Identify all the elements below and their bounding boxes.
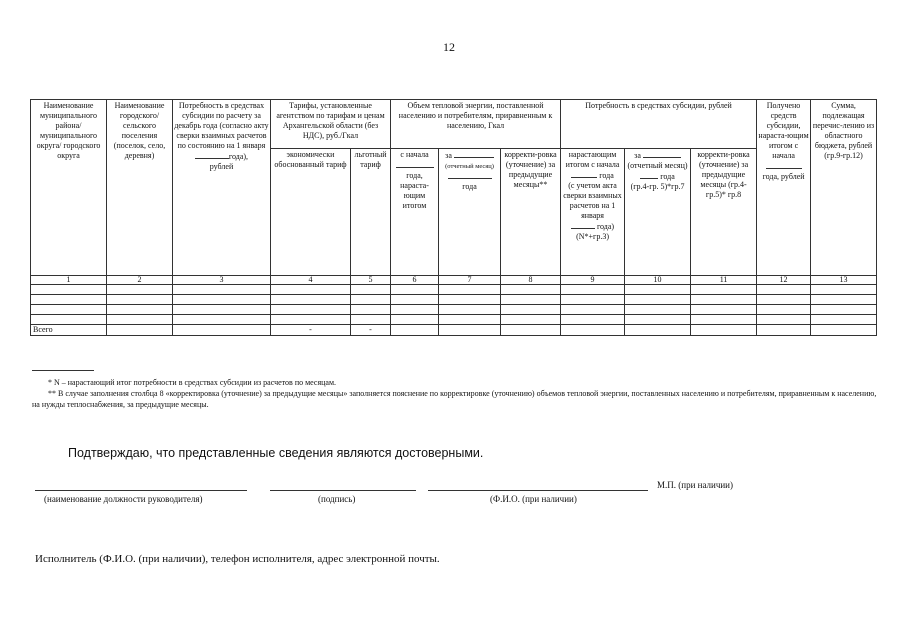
table-row (31, 285, 877, 295)
table-row (31, 315, 877, 325)
header-col13: Сумма, подлежащая перечис-лению из областного бюджета, рублей (гр.9-гр.12) (811, 100, 877, 276)
position-label: (наименование должности руководителя) (44, 494, 203, 504)
header-row-1 (31, 100, 877, 149)
signature-label: (подпись) (318, 494, 356, 504)
column-numbers-row: 1 2 3 4 5 6 7 8 9 10 11 12 13 (31, 276, 877, 285)
header-col10: за (отчетный месяц) года (гр.4-гр. 5)*гр.7 (625, 149, 691, 276)
total-col5: - (351, 325, 391, 336)
footnote-separator (32, 370, 94, 371)
header-col2: Наименование городского/ сельского поселения (поселок, село, деревня) (107, 100, 173, 276)
header-volume-group: Объем тепловой энергии, поставленной населению и потребителям, приравненным к населению, Гкал (391, 100, 561, 149)
footnote-1: * N – нарастающий итог потребности в средствах субсидии из расчетов по месяцам. (48, 378, 337, 387)
total-label: Всего (31, 325, 107, 336)
table-row (31, 305, 877, 315)
page-number: 12 (443, 40, 455, 54)
header-tariffs-group: Тарифы, установленные агентством по тарифам и ценам Архангельской области (без НДС), руб./Гкал (271, 100, 391, 149)
confirmation-statement: Подтверждаю, что представленные сведения являются достоверными. (68, 446, 484, 460)
header-col1: Наименование муниципального района/ муниципального округа/ городского округа (31, 100, 107, 276)
footnotes (32, 370, 882, 410)
header-col3: Потребность в средствах субсидии по расчету за декабрь года (согласно акту сверки взаимных расчетов по состоянию на 1 января года), рублей (173, 100, 271, 276)
executor-line: Исполнитель (Ф.И.О. (при наличии), телефон исполнителя, адрес электронной почты. (35, 553, 440, 565)
header-col12: Получено средств субсидии, нараста-ющим итогом с начала года, рублей (757, 100, 811, 276)
header-col4: экономически обоснованный тариф (271, 149, 351, 276)
header-col7: за (отчетный месяц) года (439, 149, 501, 276)
table-row (31, 295, 877, 305)
total-col4: - (271, 325, 351, 336)
header-col5: льготный тариф (351, 149, 391, 276)
header-col6: с начала года, нараста-ющим итогом (391, 149, 439, 276)
name-signature-line (428, 490, 648, 491)
total-row (31, 325, 877, 336)
header-col11: корректи-ровка (уточнение) за предыдущие месяцы (гр.4-гр.5)* гр.8 (691, 149, 757, 276)
header-col9: нарастающим итогом с начала года (с учетом акта сверки взаимных расчетов на 1 января года) (N*+гр.3) (561, 149, 625, 276)
footnote-2: ** В случае заполнения столбца 8 «корректировка (уточнение) за предыдущие месяцы» заполняется пояснение по корректировке (уточнению) объемов тепловой энергии, поставленных населению и потребителям, приравненным к населению, на нужды теплоснабжения, за предыдущие месяцы. (32, 389, 877, 409)
header-need-group: Потребность в средствах субсидии, рублей (561, 100, 757, 149)
stamp-label: М.П. (при наличии) (657, 480, 733, 490)
name-label: (Ф.И.О. (при наличии) (490, 494, 577, 504)
signature-line (270, 490, 416, 491)
subsidy-report-table (30, 99, 877, 336)
position-signature-line (35, 490, 247, 491)
header-col8: корректи-ровка (уточнение) за предыдущие месяцы** (501, 149, 561, 276)
